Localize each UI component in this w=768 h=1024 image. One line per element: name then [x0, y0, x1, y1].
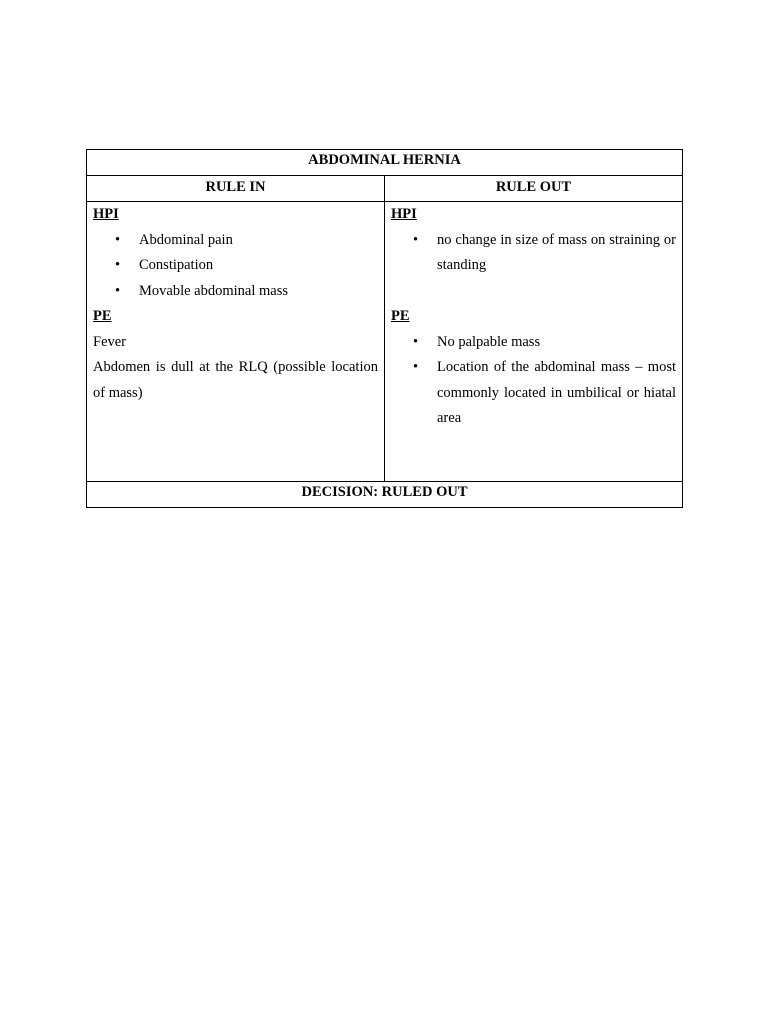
rule-out-header-cell [385, 176, 683, 202]
hernia-table [86, 149, 683, 508]
rule-out-cell [385, 202, 683, 482]
rule-in-pe-line: Fever [93, 333, 127, 350]
decision-cell [87, 482, 683, 508]
rule-out-hpi-label: HPI [391, 206, 417, 222]
bullet-icon: • [413, 231, 419, 248]
rule-in-pe-label: PE [93, 308, 112, 324]
rule-in-hpi-list [93, 228, 378, 305]
list-item [93, 228, 378, 254]
list-item-text: Abdominal pain [139, 231, 233, 248]
rule-out-pe-label: PE [391, 308, 410, 324]
bullet-icon: • [115, 282, 121, 299]
list-item-text: no change in size of mass on straining or standing [437, 231, 677, 273]
list-item-text: No palpable mass [437, 333, 541, 350]
table-title: ABDOMINAL HERNIA [308, 152, 461, 168]
list-item [93, 253, 378, 279]
decision-row [87, 482, 683, 508]
list-item [391, 228, 676, 279]
bullet-icon: • [413, 333, 419, 350]
list-item-text: Movable abdominal mass [139, 282, 289, 299]
list-item [391, 355, 676, 432]
list-item-text: Location of the abdominal mass – most commonly located in umbilical or hiatal area [437, 359, 677, 426]
body-row [87, 202, 683, 482]
bullet-icon: • [413, 359, 419, 375]
rule-in-header-cell [87, 176, 385, 202]
list-item [93, 279, 378, 305]
header-row [87, 176, 683, 202]
table-title-cell [87, 150, 683, 176]
title-row [87, 150, 683, 176]
rule-in-pe-line: Abdomen is dull at the RLQ (possible location of mass) [93, 359, 378, 401]
rule-out-hpi-list [391, 228, 676, 279]
rule-in-hpi-label: HPI [93, 206, 119, 222]
bullet-icon: • [115, 231, 121, 248]
bullet-icon: • [115, 257, 121, 273]
rule-out-pe-list [391, 330, 676, 432]
rule-in-header: RULE IN [205, 179, 266, 195]
decision-text: DECISION: RULED OUT [301, 484, 468, 500]
rule-in-cell [87, 202, 385, 482]
list-item [391, 330, 676, 356]
list-item-text: Constipation [139, 257, 214, 273]
spacer [391, 279, 676, 305]
rule-out-header: RULE OUT [495, 179, 572, 195]
